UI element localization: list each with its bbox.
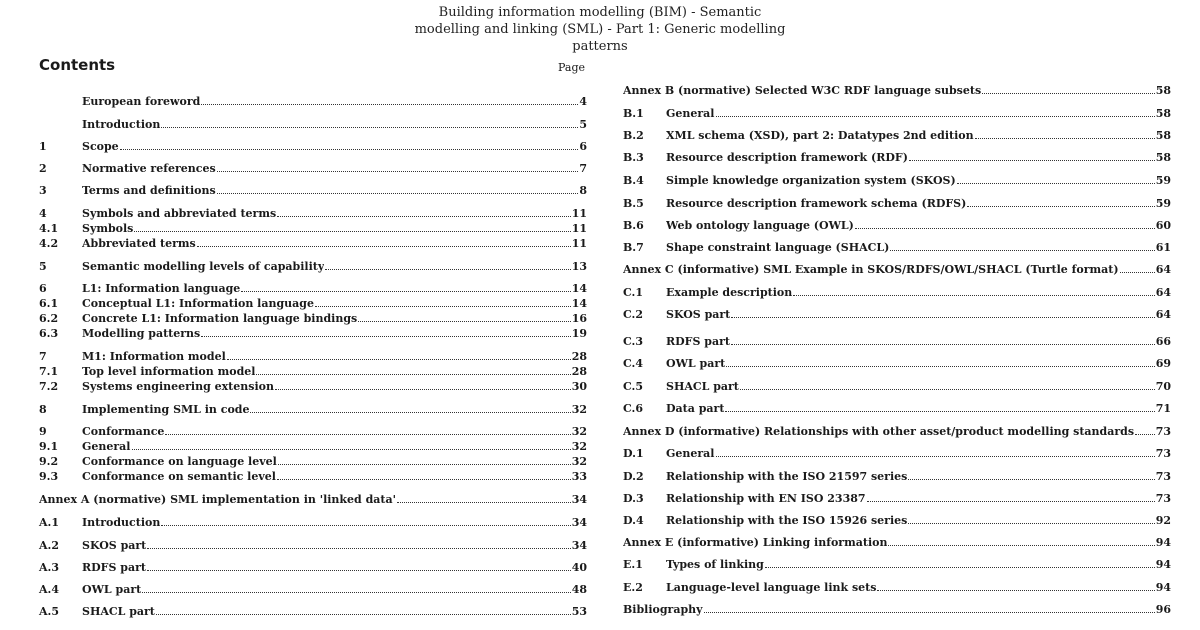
toc-entry-number: E.2 <box>623 581 643 594</box>
toc-entry-page: 14 <box>571 297 587 310</box>
toc-entry[interactable] <box>39 350 587 364</box>
toc-entry-title: Conformance <box>82 425 165 438</box>
dot-leader <box>908 523 1154 524</box>
toc-entry-number: D.2 <box>623 470 644 483</box>
toc-entry[interactable] <box>623 151 1171 165</box>
toc-entry-page: 58 <box>1155 107 1171 120</box>
dot-leader <box>165 434 570 435</box>
toc-entry-page: 61 <box>1155 241 1171 254</box>
toc-entry-page: 30 <box>571 380 587 393</box>
toc-entry-number: A.3 <box>39 561 60 574</box>
dot-leader <box>217 171 579 172</box>
toc-entry-number: 4.1 <box>39 222 59 235</box>
toc-entry[interactable] <box>39 237 587 251</box>
toc-entry-page: 70 <box>1155 380 1171 393</box>
toc-entry-number: D.3 <box>623 492 644 505</box>
toc-entry-title: Systems engineering extension <box>82 380 274 393</box>
toc-entry[interactable] <box>623 308 1171 322</box>
dot-leader <box>982 93 1155 94</box>
dot-leader <box>161 127 578 128</box>
dot-leader <box>957 183 1155 184</box>
toc-entry[interactable] <box>39 455 587 469</box>
toc-entry-page: 11 <box>571 237 587 250</box>
toc-entry-page: 19 <box>571 327 587 340</box>
toc-entry[interactable] <box>623 581 1171 595</box>
toc-entry-number: A.5 <box>39 605 60 618</box>
toc-entry-title: Example description <box>666 286 793 299</box>
toc-entry[interactable] <box>623 197 1171 211</box>
toc-entry-page: 73 <box>1155 447 1171 460</box>
toc-entry-page: 34 <box>571 516 587 529</box>
toc-entry-number: 8 <box>39 403 47 416</box>
toc-entry[interactable] <box>623 263 1171 277</box>
toc-entry-title: General <box>82 440 131 453</box>
toc-entry-title: Annex C (informative) SML Example in SKOS/RDFS/OWL/SHACL (Turtle format) <box>623 263 1119 276</box>
toc-entry-title: XML schema (XSD), part 2: Datatypes 2nd edition <box>666 129 974 142</box>
dot-leader <box>217 193 579 194</box>
toc-entry-page: 28 <box>571 350 587 363</box>
dot-leader <box>197 246 571 247</box>
toc-entry-title: Bibliography <box>623 603 703 616</box>
toc-entry-title: Types of linking <box>666 558 764 571</box>
toc-entry-page: 73 <box>1155 470 1171 483</box>
toc-entry-page: 94 <box>1155 581 1171 594</box>
toc-entry-number: A.1 <box>39 516 60 529</box>
toc-entry-page: 96 <box>1155 603 1171 616</box>
toc-entry-page: 11 <box>571 222 587 235</box>
toc-entry-title: Shape constraint language (SHACL) <box>666 241 890 254</box>
toc-entry[interactable] <box>623 219 1171 233</box>
toc-entry[interactable] <box>623 447 1171 461</box>
toc-entry[interactable] <box>623 603 1171 617</box>
toc-entry-title: Implementing SML in code <box>82 403 250 416</box>
toc-entry-title: Concrete L1: Information language bindings <box>82 312 358 325</box>
toc-entry-page: 32 <box>571 440 587 453</box>
toc-entry[interactable] <box>39 493 587 507</box>
toc-entry-title: Semantic modelling levels of capability <box>82 260 325 273</box>
toc-entry[interactable] <box>39 222 587 236</box>
dot-leader <box>967 206 1154 207</box>
contents-heading: Contents <box>39 56 116 74</box>
toc-entry-title: Annex E (informative) Linking information <box>623 536 888 549</box>
toc-entry-page: 4 <box>579 95 587 108</box>
toc-entry[interactable] <box>623 425 1171 439</box>
toc-entry-title: Conceptual L1: Information language <box>82 297 314 310</box>
dot-leader <box>132 449 571 450</box>
dot-leader <box>142 592 570 593</box>
toc-entry-number: 9.2 <box>39 455 59 468</box>
title-line: modelling and linking (SML) - Part 1: Generic modelling <box>414 22 786 37</box>
dot-leader <box>147 548 570 549</box>
toc-entry-title: Annex D (informative) Relationships with other asset/product modelling standards <box>623 425 1135 438</box>
toc-entry-page: 66 <box>1155 335 1171 348</box>
toc-entry-number: C.1 <box>623 286 644 299</box>
toc-entry[interactable] <box>623 492 1171 506</box>
dot-leader <box>358 321 570 322</box>
toc-entry[interactable] <box>623 514 1171 528</box>
toc-entry-page: 58 <box>1155 84 1171 97</box>
toc-entry-number: 5 <box>39 260 47 273</box>
toc-entry[interactable] <box>623 536 1171 550</box>
toc-entry-page: 16 <box>571 312 587 325</box>
dot-leader <box>975 138 1155 139</box>
toc-entry-title: Resource description framework schema (RDFS) <box>666 197 967 210</box>
dot-leader <box>740 389 1155 390</box>
dot-leader <box>908 479 1154 480</box>
toc-entry-title: Data part <box>666 402 725 415</box>
toc-entry[interactable] <box>39 327 587 341</box>
toc-entry[interactable] <box>39 297 587 311</box>
toc-entry[interactable] <box>39 425 587 439</box>
toc-entry[interactable] <box>39 260 587 274</box>
dot-leader <box>716 456 1155 457</box>
toc-entry[interactable] <box>39 365 587 379</box>
toc-entry-title: Normative references <box>82 162 216 175</box>
toc-entry[interactable] <box>39 561 587 575</box>
dot-leader <box>201 336 570 337</box>
toc-entry-page: 13 <box>571 260 587 273</box>
toc-entry-page: 73 <box>1155 425 1171 438</box>
toc-entry-title: Web ontology language (OWL) <box>666 219 854 232</box>
toc-entry-page: 94 <box>1155 558 1171 571</box>
toc-entry-page: 92 <box>1155 514 1171 527</box>
toc-entry[interactable] <box>39 516 587 530</box>
toc-entry-title: Annex A (normative) SML implementation in 'linked data' <box>39 493 396 506</box>
dot-leader <box>909 160 1155 161</box>
toc-entry-number: A.4 <box>39 583 60 596</box>
toc-entry-number: 7 <box>39 350 47 363</box>
toc-entry-number: B.7 <box>623 241 644 254</box>
toc-entry[interactable] <box>39 605 587 619</box>
toc-entry-page: 8 <box>579 184 587 197</box>
toc-entry[interactable] <box>39 312 587 326</box>
toc-entry-number: 6 <box>39 282 47 295</box>
dot-leader <box>855 228 1155 229</box>
dot-leader <box>725 411 1154 412</box>
dot-leader <box>890 250 1154 251</box>
toc-entry[interactable] <box>39 140 587 154</box>
toc-entry-number: 6.2 <box>39 312 59 325</box>
toc-entry-page: 34 <box>571 539 587 552</box>
toc-entry-title: Relationship with the ISO 21597 series <box>666 470 908 483</box>
toc-entry-number: B.1 <box>623 107 644 120</box>
toc-entry-number: 1 <box>39 140 47 153</box>
toc-entry[interactable] <box>623 558 1171 572</box>
dot-leader <box>275 389 571 390</box>
dot-leader <box>397 502 571 503</box>
toc-entry[interactable] <box>623 129 1171 143</box>
dot-leader <box>277 216 571 217</box>
toc-entry[interactable] <box>623 357 1171 371</box>
toc-entry-page: 64 <box>1155 263 1171 276</box>
toc-entry-number: 9.3 <box>39 470 59 483</box>
toc-entry-page: 40 <box>571 561 587 574</box>
dot-leader <box>201 104 578 105</box>
toc-entry[interactable] <box>623 241 1171 255</box>
dot-leader <box>134 231 570 232</box>
toc-entry-title: Scope <box>82 140 119 153</box>
toc-entry[interactable] <box>39 207 587 221</box>
toc-entry-number: A.2 <box>39 539 60 552</box>
dot-leader <box>765 567 1155 568</box>
toc-entry-title: Introduction <box>82 118 161 131</box>
dot-leader <box>726 366 1154 367</box>
toc-entry-title: General <box>666 447 715 460</box>
toc-entry[interactable] <box>623 84 1171 98</box>
toc-entry-number: C.4 <box>623 357 644 370</box>
toc-entry[interactable] <box>39 583 587 597</box>
toc-entry-title: Simple knowledge organization system (SKOS) <box>666 174 956 187</box>
toc-entry-title: Abbreviated terms <box>82 237 196 250</box>
toc-entry-number: 3 <box>39 184 47 197</box>
toc-entry-page: 64 <box>1155 286 1171 299</box>
dot-leader <box>120 149 579 150</box>
toc-entry-page: 59 <box>1155 174 1171 187</box>
title-line: Building information modelling (BIM) - Semantic <box>438 5 762 20</box>
toc-entry-title: Symbols and abbreviated terms <box>82 207 277 220</box>
toc-entry-title: SHACL part <box>82 605 155 618</box>
dot-leader <box>1120 272 1155 273</box>
toc-entry-page: 58 <box>1155 129 1171 142</box>
title-line: patterns <box>572 39 628 54</box>
toc-entry-number: C.2 <box>623 308 644 321</box>
toc-entry-title: SKOS part <box>82 539 147 552</box>
toc-entry-title: Symbols <box>82 222 134 235</box>
toc-entry-title: Relationship with EN ISO 23387 <box>666 492 866 505</box>
toc-entry-page: 32 <box>571 455 587 468</box>
toc-entry-page: 32 <box>571 425 587 438</box>
toc-entry-number: C.5 <box>623 380 644 393</box>
toc-entry-number: D.1 <box>623 447 644 460</box>
toc-entry-number: 2 <box>39 162 47 175</box>
toc-entry-number: 4 <box>39 207 47 220</box>
toc-entry-page: 5 <box>579 118 587 131</box>
toc-entry-number: 6.3 <box>39 327 59 340</box>
toc-entry-page: 69 <box>1155 357 1171 370</box>
document-title <box>380 4 820 55</box>
toc-entry[interactable] <box>623 380 1171 394</box>
toc-entry-page: 6 <box>579 140 587 153</box>
dot-leader <box>704 612 1155 613</box>
toc-entry-page: 48 <box>571 583 587 596</box>
toc-entry-page: 58 <box>1155 151 1171 164</box>
toc-entry-title: M1: Information model <box>82 350 226 363</box>
toc-entry-page: 73 <box>1155 492 1171 505</box>
dot-leader <box>241 291 570 292</box>
toc-entry[interactable] <box>623 335 1171 349</box>
toc-entry-title: Introduction <box>82 516 161 529</box>
toc-entry-page: 33 <box>571 470 587 483</box>
toc-entry-number: 9 <box>39 425 47 438</box>
toc-entry-number: 4.2 <box>39 237 59 250</box>
dot-leader <box>250 412 570 413</box>
page-column-heading: Page <box>558 61 586 74</box>
toc-entry-title: Conformance on language level <box>82 455 277 468</box>
toc-entry[interactable] <box>39 95 587 109</box>
dot-leader <box>731 344 1155 345</box>
toc-entry-page: 32 <box>571 403 587 416</box>
toc-entry-title: Relationship with the ISO 15926 series <box>666 514 908 527</box>
toc-entry-title: SHACL part <box>666 380 739 393</box>
dot-leader <box>315 306 571 307</box>
dot-leader <box>256 374 570 375</box>
dot-leader <box>867 501 1155 502</box>
dot-leader <box>793 295 1154 296</box>
toc-entry-title: Terms and definitions <box>82 184 216 197</box>
toc-entry-page: 94 <box>1155 536 1171 549</box>
toc-entry[interactable] <box>39 118 587 132</box>
toc-entry-number: 9.1 <box>39 440 59 453</box>
toc-entry-page: 28 <box>571 365 587 378</box>
toc-entry-number: D.4 <box>623 514 644 527</box>
toc-entry-number: B.5 <box>623 197 644 210</box>
toc-entry-title: Annex B (normative) Selected W3C RDF language subsets <box>623 84 982 97</box>
toc-entry-number: 7.2 <box>39 380 59 393</box>
toc-entry[interactable] <box>623 107 1171 121</box>
toc-entry-page: 34 <box>571 493 587 506</box>
toc-entry-title: OWL part <box>82 583 142 596</box>
toc-entry-number: B.4 <box>623 174 644 187</box>
toc-entry-number: C.3 <box>623 335 644 348</box>
dot-leader <box>731 317 1154 318</box>
toc-entry[interactable] <box>39 282 587 296</box>
toc-entry-number: C.6 <box>623 402 644 415</box>
toc-entry-title: Conformance on semantic level <box>82 470 276 483</box>
toc-entry-page: 53 <box>571 605 587 618</box>
toc-entry-title: OWL part <box>666 357 726 370</box>
dot-leader <box>716 116 1155 117</box>
dot-leader <box>161 525 570 526</box>
toc-entry-page: 14 <box>571 282 587 295</box>
toc-entry-number: 6.1 <box>39 297 59 310</box>
toc-entry[interactable] <box>623 402 1171 416</box>
dot-leader <box>147 570 571 571</box>
toc-entry-title: General <box>666 107 715 120</box>
dot-leader <box>227 359 571 360</box>
toc-entry-number: 7.1 <box>39 365 59 378</box>
toc-entry-page: 7 <box>579 162 587 175</box>
toc-entry[interactable] <box>39 162 587 176</box>
toc-entry-page: 59 <box>1155 197 1171 210</box>
dot-leader <box>888 545 1154 546</box>
dot-leader <box>877 590 1154 591</box>
toc-entry[interactable] <box>39 403 587 417</box>
toc-entry[interactable] <box>623 174 1171 188</box>
toc-entry-title: Top level information model <box>82 365 256 378</box>
toc-entry[interactable] <box>39 470 587 484</box>
toc-entry-title: Modelling patterns <box>82 327 201 340</box>
toc-entry-title: L1: Information language <box>82 282 241 295</box>
dot-leader <box>277 479 571 480</box>
toc-entry-title: SKOS part <box>666 308 731 321</box>
dot-leader <box>1135 434 1155 435</box>
toc-entry-page: 60 <box>1155 219 1171 232</box>
toc-entry[interactable] <box>39 380 587 394</box>
toc-entry-title: RDFS part <box>82 561 146 574</box>
toc-entry[interactable] <box>39 440 587 454</box>
toc-entry-number: B.2 <box>623 129 644 142</box>
toc-entry-title: Language-level language link sets <box>666 581 877 594</box>
dot-leader <box>325 269 570 270</box>
toc-entry-title: RDFS part <box>666 335 730 348</box>
toc-entry[interactable] <box>623 286 1171 300</box>
toc-entry-number: E.1 <box>623 558 643 571</box>
toc-entry-title: European foreword <box>82 95 201 108</box>
toc-entry[interactable] <box>39 184 587 198</box>
toc-entry-page: 64 <box>1155 308 1171 321</box>
toc-entry[interactable] <box>39 539 587 553</box>
toc-entry-number: B.6 <box>623 219 644 232</box>
toc-entry-title: Resource description framework (RDF) <box>666 151 908 164</box>
dot-leader <box>156 614 571 615</box>
toc-entry-page: 11 <box>571 207 587 220</box>
toc-entry[interactable] <box>623 470 1171 484</box>
dot-leader <box>278 464 571 465</box>
toc-entry-page: 71 <box>1155 402 1171 415</box>
toc-entry-number: B.3 <box>623 151 644 164</box>
